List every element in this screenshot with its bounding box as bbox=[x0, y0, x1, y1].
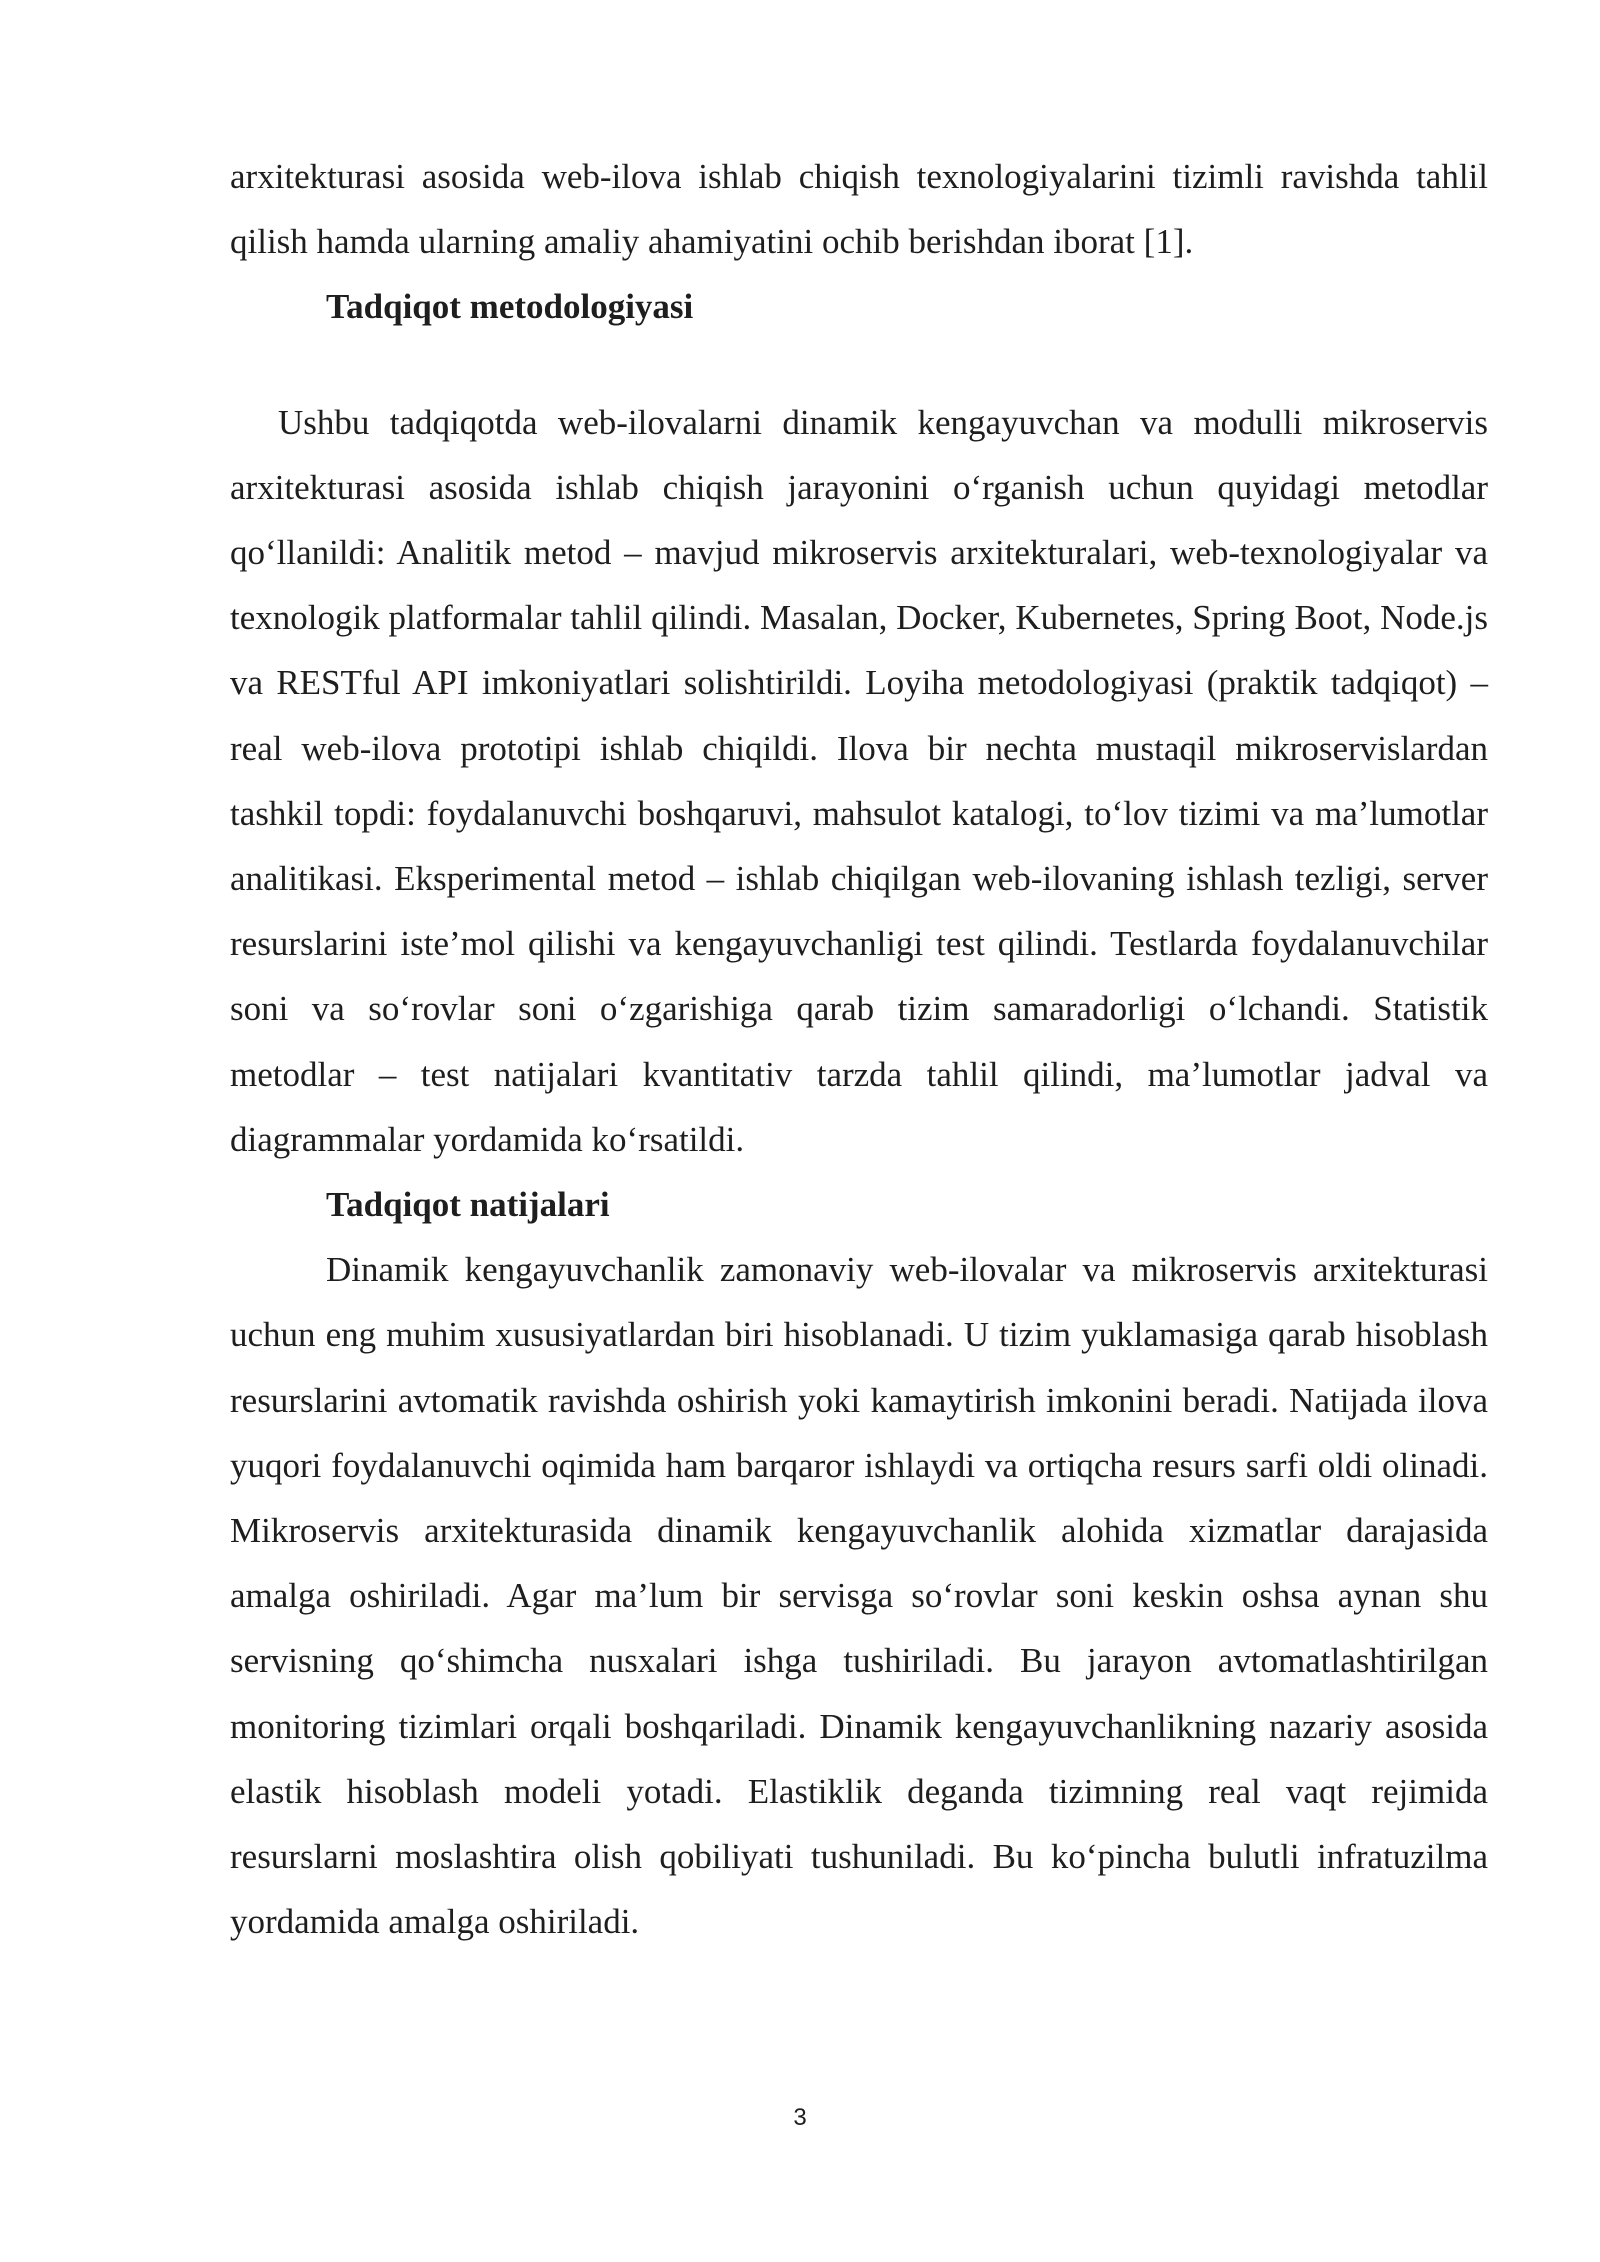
intro-paragraph: arxitekturasi asosida web-ilova ishlab chiqish texnologiyalarini tizimli ravishda tahlil qilish hamda ularning amaliy ahamiyatini ochib berishdan iborat [1]. bbox=[230, 157, 1488, 262]
results-heading: Tadqiqot natijalari bbox=[326, 1185, 610, 1225]
page-body bbox=[230, 144, 1488, 1954]
page-number: 3 bbox=[793, 2104, 807, 2131]
methodology-heading: Tadqiqot metodologiyasi bbox=[326, 287, 694, 327]
spacer bbox=[230, 340, 1488, 390]
methodology-paragraph: Ushbu tadqiqotda web-ilovalarni dinamik kengayuvchan va modulli mikroservis arxitekturasi asosida ishlab chiqish jarayonini o‘rganish uchun quyidagi metodlar qo‘llanildi: Analitik metod – mavjud mikroservis arxitekturalari, web-texnologiyalar va texnologik platformalar tahlil qilindi. Masalan, Docker, Kubernetes, Spring Boot, Node.js va RESTful API imkoniyatlari solishtirildi. Loyiha metodologiyasi (praktik tadqiqot) – real web-ilova prototipi ishlab chiqildi. Ilova bir nechta mustaqil mikroservislardan tashkil topdi: foydalanuvchi boshqaruvi, mahsulot katalogi, to‘lov tizimi va ma’lumotlar analitikasi. Eksperimental metod – ishlab chiqilgan web-ilovaning ishlash tezligi, server resurslarini iste’mol qilishi va kengayuvchanligi test qilindi. Testlarda foydalanuvchilar soni va so‘rovlar soni o‘zgarishiga qarab tizim samaradorligi o‘lchandi. Statistik metodlar – test natijalari kvantitativ tarzda tahlil qilindi, ma’lumotlar jadval va diagrammalar yordamida ko‘rsatildi. bbox=[230, 402, 1488, 1159]
results-paragraph: Dinamik kengayuvchanlik zamonaviy web-ilovalar va mikroservis arxitekturasi uchun eng muhim xususiyatlardan biri hisoblanadi. U tizim yuklamasiga qarab hisoblash resurslarini avtomatik ravishda oshirish yoki kamaytirish imkonini beradi. Natijada ilova yuqori foydalanuvchi oqimida ham barqaror ishlaydi va ortiqcha resurs sarfi oldi olinadi. Mikroservis arxitekturasida dinamik kengayuvchanlik alohida xizmatlar darajasida amalga oshiriladi. Agar ma’lum bir servisga so‘rovlar soni keskin oshsa aynan shu servisning qo‘shimcha nusxalari ishga tushiriladi. Bu jarayon avtomatlashtirilgan monitoring tizimlari orqali boshqariladi. Dinamik kengayuvchanlikning nazariy asosida elastik hisoblash modeli yotadi. Elastiklik deganda tizimning real vaqt rejimida resurslarni moslashtira olish qobiliyati tushuniladi. Bu ko‘pincha bulutli infratuzilma yordamida amalga oshiriladi. bbox=[230, 1250, 1488, 1942]
